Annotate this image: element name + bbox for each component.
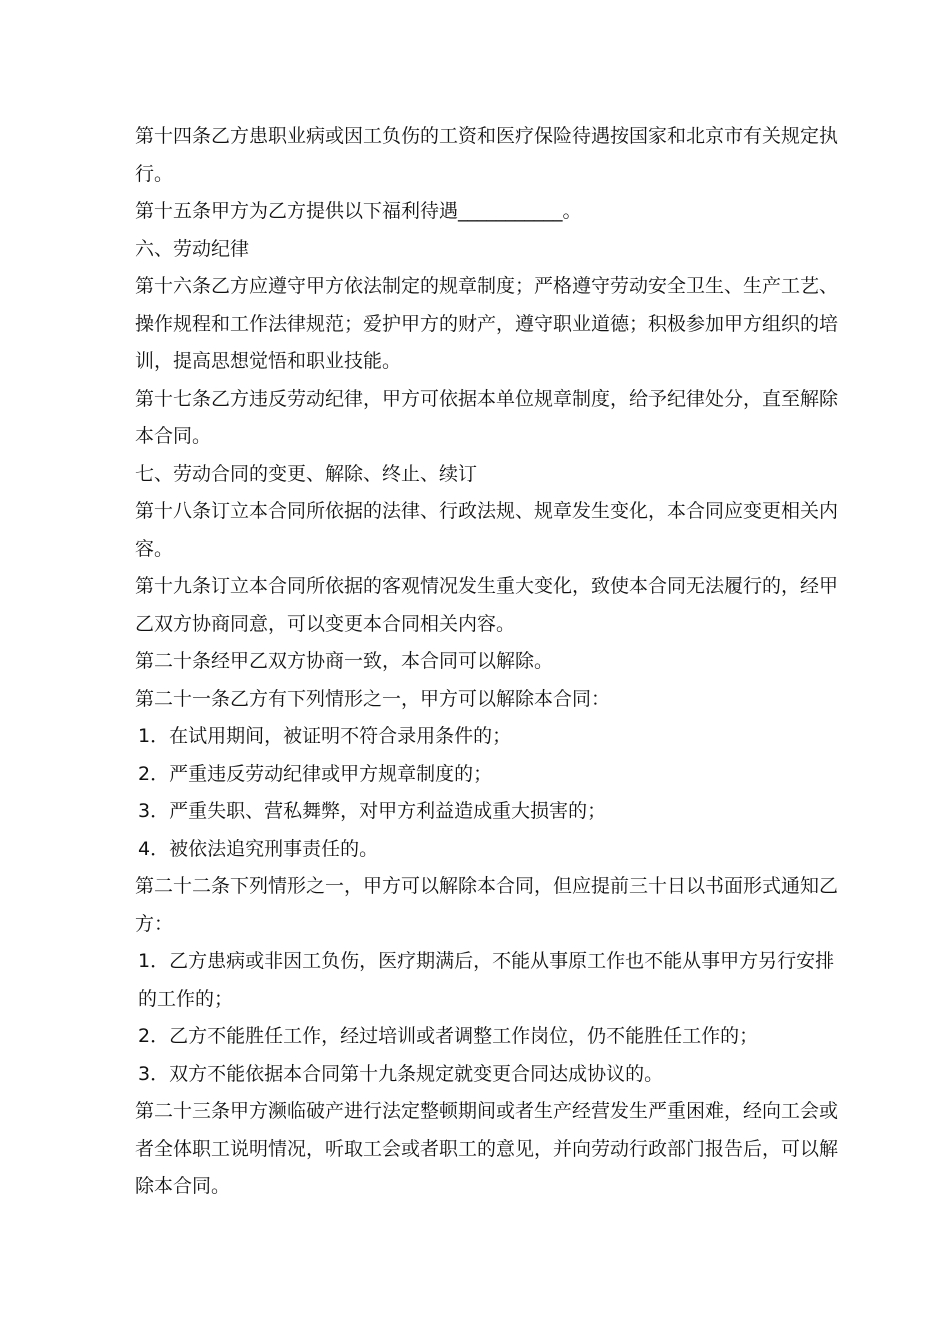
clause-22-item-3: 3．双方不能依据本合同第十九条规定就变更合同达成协议的。	[138, 1062, 664, 1085]
clause-15: 第十五条甲方为乙方提供以下福利待遇___________。	[135, 200, 582, 222]
clause-22-item-1: 1．乙方患病或非因工负伤，医疗期满后，不能从事原工作也不能从事甲方另行安排的工作的；	[138, 950, 835, 1010]
clause-21-item-4: 4．被依法追究刑事责任的。	[138, 837, 379, 860]
clause-21-item-2: 2．严重违反劳动纪律或甲方规章制度的；	[138, 762, 493, 785]
clause-22-item-2: 2．乙方不能胜任工作，经过培训或者调整工作岗位，仍不能胜任工作的；	[138, 1025, 759, 1047]
clause-21-item-1: 1．在试用期间，被证明不符合录用条件的；	[138, 725, 512, 747]
clause-22: 第二十二条下列情形之一，甲方可以解除本合同，但应提前三十日以书面形式通知乙方：	[135, 875, 839, 935]
clause-16: 第十六条乙方应遵守甲方依法制定的规章制度；严格遵守劳动安全卫生、生产工艺、操作规程和工作法律规范；爱护甲方的财产，遵守职业道德；积极参加甲方组织的培训，提高思想觉悟和职业技能。	[135, 275, 839, 372]
clause-18: 第十八条订立本合同所依据的法律、行政法规、规章发生变化，本合同应变更相关内容。	[135, 500, 839, 560]
clause-21-item-3: 3．严重失职、营私舞弊，对甲方利益造成重大损害的；	[138, 800, 607, 822]
clause-21: 第二十一条乙方有下列情形之一，甲方可以解除本合同：	[135, 687, 611, 710]
document-page	[114, 118, 838, 1206]
section-heading-discipline: 六、劳动纪律	[135, 237, 250, 260]
clause-19: 第十九条订立本合同所依据的客观情况发生重大变化，致使本合同无法履行的，经甲乙双方协商同意，可以变更本合同相关内容。	[135, 575, 839, 635]
clause-20: 第二十条经甲乙双方协商一致，本合同可以解除。	[135, 650, 554, 672]
clause-17: 第十七条乙方违反劳动纪律，甲方可依据本单位规章制度，给予纪律处分，直至解除本合同。	[135, 387, 839, 447]
clause-14: 第十四条乙方患职业病或因工负伤的工资和医疗保险待遇按国家和北京市有关规定执行。	[135, 125, 839, 185]
section-heading-contract-changes: 七、劳动合同的变更、解除、终止、续订	[135, 462, 478, 485]
clause-23: 第二十三条甲方濒临破产进行法定整顿期间或者生产经营发生严重困难，经向工会或者全体职工说明情况，听取工会或者职工的意见，并向劳动行政部门报告后，可以解除本合同。	[135, 1100, 839, 1197]
